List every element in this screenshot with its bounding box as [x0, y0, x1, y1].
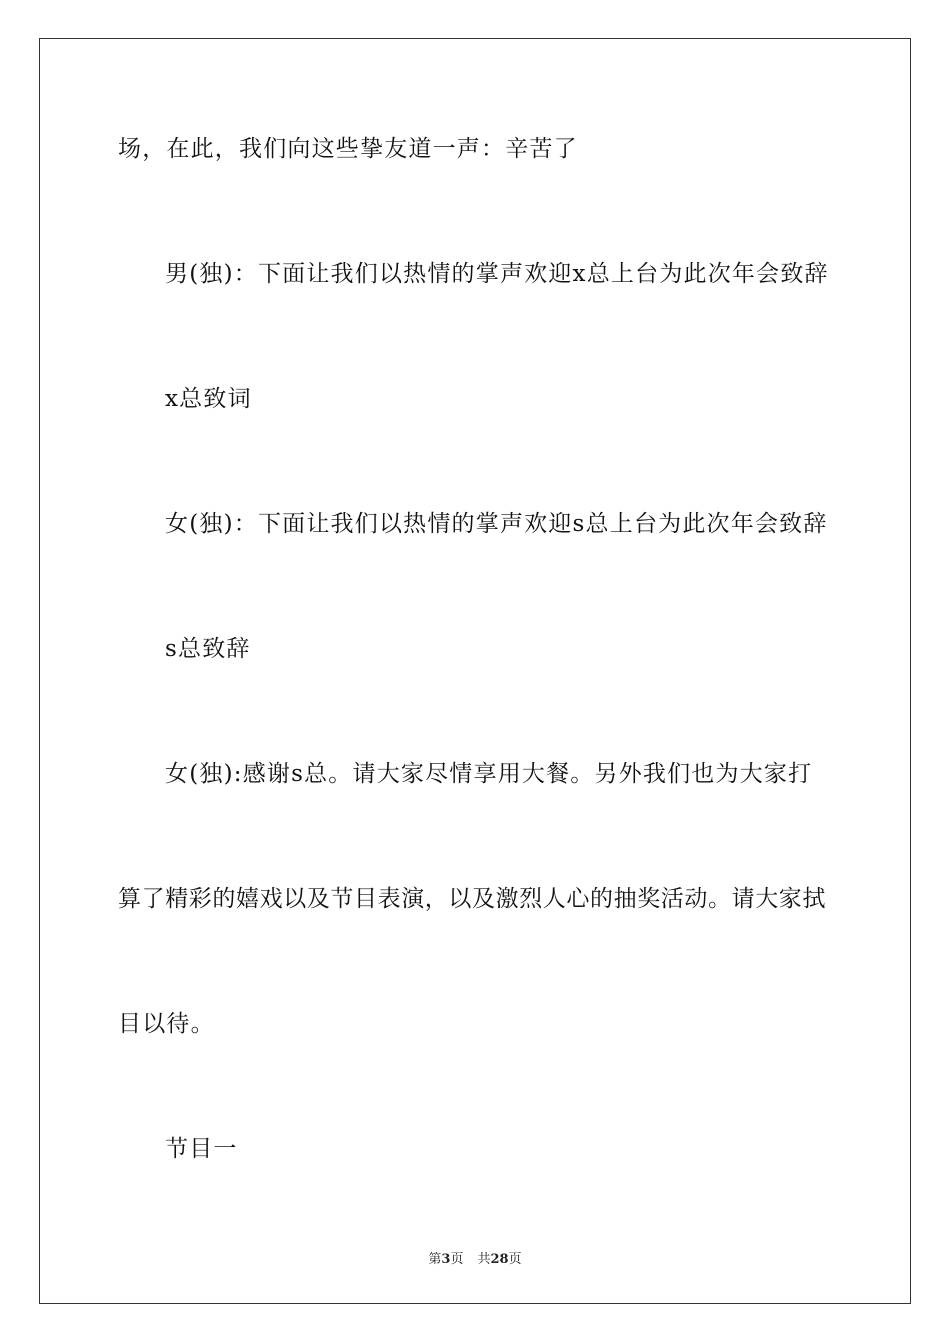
text-line-9: 节目一: [165, 1136, 238, 1162]
page-footer: [0, 1248, 950, 1267]
total-prefix: 共: [477, 1252, 491, 1267]
page-prefix: 第: [428, 1252, 442, 1267]
page-suffix: 页: [450, 1252, 464, 1267]
text-line-7: 算了精彩的嬉戏以及节目表演，以及激烈人心的抽奖活动。请大家拭: [118, 886, 826, 912]
text-line-5: s总致辞: [165, 636, 251, 662]
text-line-6: 女(独):感谢s总。请大家尽情享用大餐。另外我们也为大家打: [165, 761, 813, 787]
total-suffix: 页: [508, 1252, 522, 1267]
text-line-3: x总致词: [165, 386, 252, 412]
text-line-2: 男(独)：下面让我们以热情的掌声欢迎x总上台为此次年会致辞: [165, 261, 829, 287]
text-line-8: 目以待。: [118, 1011, 215, 1037]
total-pages: 28: [490, 1252, 509, 1267]
page-number: 3: [441, 1252, 451, 1267]
text-line-4: 女(独)：下面让我们以热情的掌声欢迎s总上台为此次年会致辞: [165, 511, 828, 537]
text-line-1: 场，在此，我们向这些挚友道一声：辛苦了: [118, 136, 578, 162]
page-border: [39, 38, 911, 1304]
